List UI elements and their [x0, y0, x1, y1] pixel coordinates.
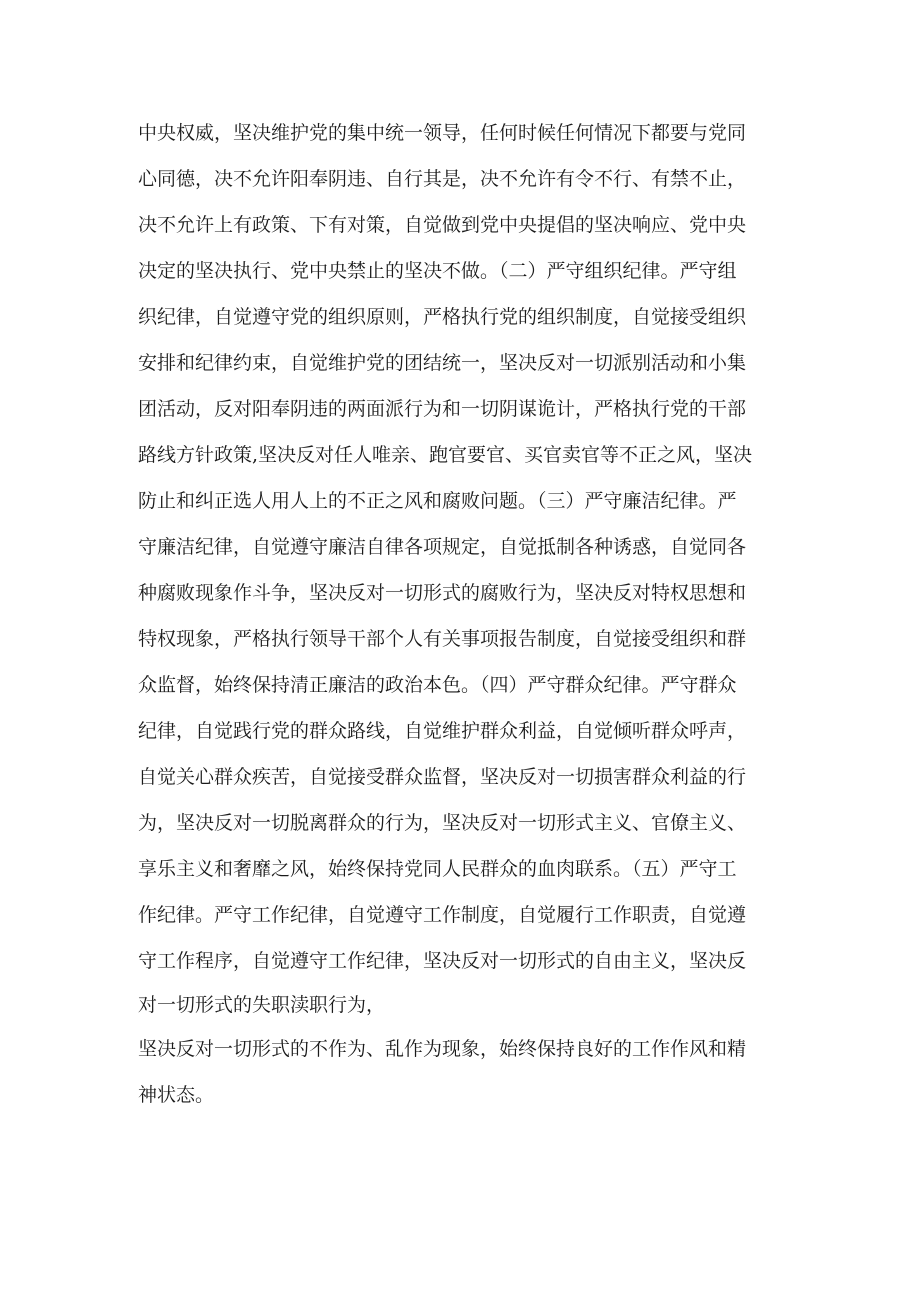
text-line-22: 神状态。: [138, 1084, 215, 1106]
text-line-12: 特权现象，严格执行领导干部个人有关事项报告制度，自觉接受组织和群: [138, 628, 747, 650]
text-line-14: 纪律，自觉践行党的群众路线，自觉维护群众利益，自觉倾听群众呼声，: [138, 720, 747, 742]
text-line-5: 织纪律，自觉遵守党的组织原则，严格执行党的组织制度，自觉接受组织: [138, 306, 747, 328]
text-line-11: 种腐败现象作斗争，坚决反对一切形式的腐败行为，坚决反对特权思想和: [138, 582, 747, 604]
text-line-10: 守廉洁纪律，自觉遵守廉洁自律各项规定，自觉抵制各种诱惑，自觉同各: [138, 536, 747, 558]
text-line-18: 作纪律。严守工作纪律，自觉遵守工作制度，自觉履行工作职责，自觉遵: [138, 904, 747, 926]
text-line-16: 为，坚决反对一切脱离群众的行为，坚决反对一切形式主义、官僚主义、: [138, 812, 747, 834]
text-line-20: 对一切形式的失职渎职行为，: [138, 994, 386, 1016]
text-line-4: 决定的坚决执行、党中央禁止的坚决不做。（二）严守组织纪律。严守组: [138, 260, 737, 282]
text-line-3: 决不允许上有政策、下有对策，自觉做到党中央提倡的坚决响应、党中央: [138, 214, 747, 236]
text-line-8: 路线方针政策,坚决反对任人唯亲、跑官要官、买官卖官等不正之风，坚决: [138, 444, 753, 466]
text-line-17: 享乐主义和奢靡之风，始终保持党同人民群众的血肉联系。（五）严守工: [138, 858, 737, 880]
text-line-19: 守工作程序，自觉遵守工作纪律，坚决反对一切形式的自由主义，坚决反: [138, 950, 747, 972]
text-line-13: 众监督，始终保持清正廉洁的政治本色。（四）严守群众纪律。严守群众: [138, 674, 737, 696]
text-line-1: 中央权威，坚决维护党的集中统一领导，任何时候任何情况下都要与党同: [138, 122, 747, 144]
text-line-15: 自觉关心群众疾苦，自觉接受群众监督，坚决反对一切损害群众利益的行: [138, 766, 747, 788]
text-line-6: 安排和纪律约束，自觉维护党的团结统一，坚决反对一切派别活动和小集: [138, 352, 747, 374]
text-line-21: 坚决反对一切形式的不作为、乱作为现象，始终保持良好的工作作风和精: [138, 1038, 747, 1060]
text-line-2: 心同德，决不允许阳奉阴违、自行其是，决不允许有令不行、有禁不止，: [138, 168, 747, 190]
text-line-9: 防止和纠正选人用人上的不正之风和腐败问题。（三）严守廉洁纪律。严: [138, 490, 737, 512]
text-line-7: 团活动，反对阳奉阴违的两面派行为和一切阴谋诡计，严格执行党的干部: [138, 398, 747, 420]
